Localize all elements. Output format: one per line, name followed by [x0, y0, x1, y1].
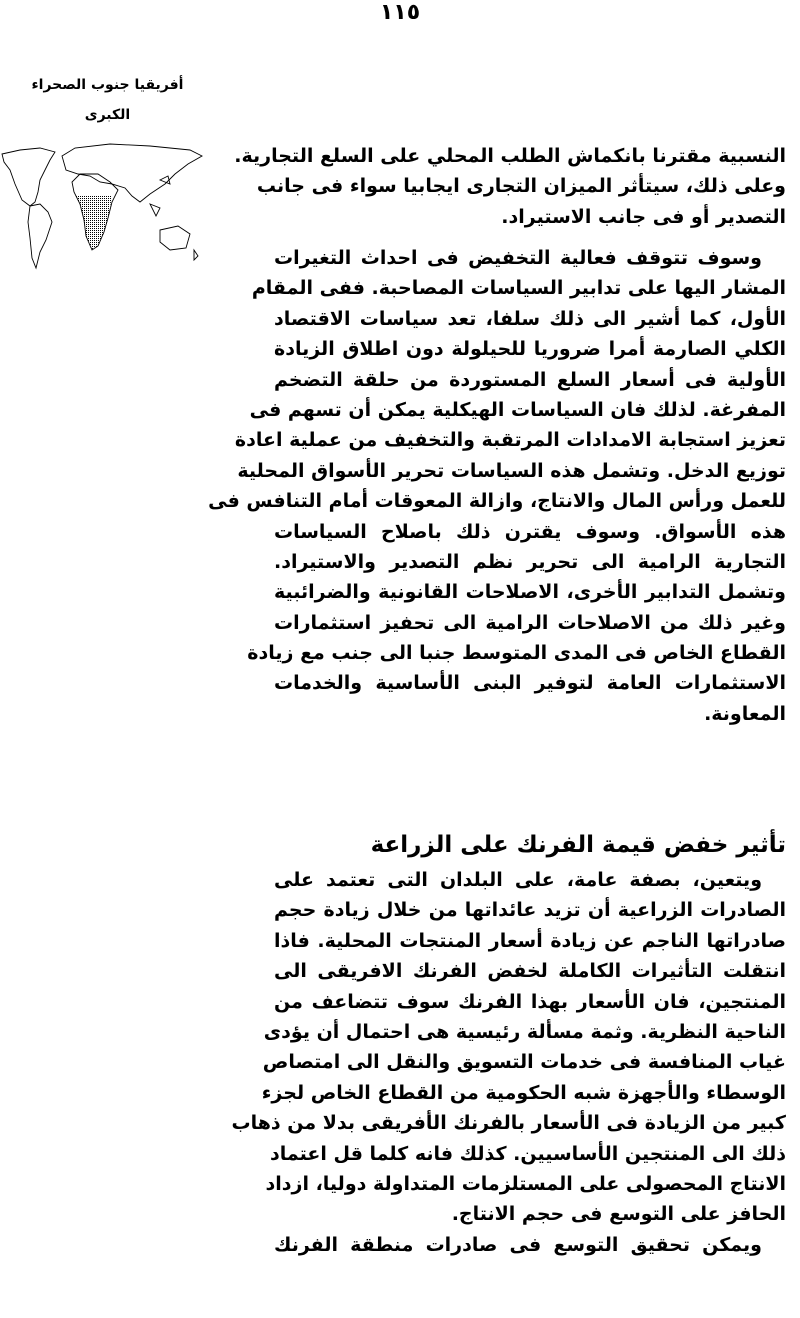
text-line: وعلى ذلك، سيتأثر الميزان التجارى ايجابيا سواء فى جانب — [256, 175, 786, 198]
paragraph-1 — [234, 141, 786, 232]
text-line: الوسطاء والأجهزة شبه الحكومية من القطاع الخاص لجزء — [261, 1081, 786, 1104]
section-heading: تأثير خفض قيمة الفرنك على الزراعة — [370, 832, 786, 858]
text-line: ذلك الى المنتجين الأساسيين. كذلك فانه كلما قل اعتماد — [270, 1142, 786, 1165]
world-map-icon — [0, 140, 205, 270]
text-line: المنتجين، فان الأسعار بهذا الفرنك سوف تتضاعف من — [274, 990, 786, 1013]
text-line: وغير ذلك من الاصلاحات الرامية الى تحفيز استثمارات — [274, 611, 786, 634]
sidebar-caption-line-1: أفريقيا جنوب الصحراء — [31, 77, 184, 93]
page-number: ١١٥ — [379, 0, 421, 25]
text-line: الأول، كما أشير الى ذلك سلفا، تعد سياسات الاقتصاد — [274, 307, 786, 330]
text-line: ويتعين، بصفة عامة، على البلدان التى تعتمد على — [274, 869, 762, 891]
text-line: الانتاج المحصولى على المستلزمات المتداولة دوليا، ازداد — [265, 1172, 786, 1195]
text-line: المشار اليها على تدابير السياسات المصاحبة. ففى المقام — [251, 277, 786, 300]
text-line: انتقلت التأثيرات الكاملة لخفض الفرنك الافريقى الى — [274, 960, 786, 983]
text-line: ويمكن تحقيق التوسع فى صادرات منطقة الفرنك — [274, 1233, 762, 1256]
text-line: تعزيز استجابة الامدادات المرتقبة والتخفيف من عملية اعادة — [234, 429, 786, 452]
text-line: المعاونة. — [704, 702, 786, 725]
text-line: الاستثمارات العامة لتوفير البنى الأساسية والخدمات — [274, 672, 786, 695]
text-line: للعمل ورأس المال والانتاج، وازالة المعوقات أمام التنافس فى — [208, 490, 786, 513]
sidebar-caption-line-2: الكبرى — [84, 107, 131, 123]
paragraph-2 — [208, 243, 786, 729]
text-line: وسوف تتوقف فعالية التخفيض فى احداث التغيرات — [274, 247, 762, 269]
text-line: توزيع الدخل. وتشمل هذه السياسات تحرير الأسواق المحلية — [237, 459, 786, 482]
text-line: هذه الأسواق. وسوف يقترن ذلك باصلاح السياسات — [274, 520, 786, 543]
text-line: كبير من الزيادة فى الأسعار بالفرنك الأفريقى بدلا من ذهاب — [231, 1112, 786, 1135]
text-line: الناحية النظرية. وثمة مسألة رئيسية هى احتمال أن يؤدى — [263, 1020, 786, 1043]
text-line: صادراتها الناجم عن زيادة أسعار المنتجات المحلية. فاذا — [274, 929, 786, 952]
text-line: الصادرات الزراعية أن تزيد عائداتها من خلال زيادة حجم — [274, 899, 786, 922]
text-line: التصدير أو فى جانب الاستيراد. — [501, 205, 786, 228]
text-line: النسبية مقترنا بانكماش الطلب المحلي على السلع التجارية. — [234, 145, 786, 167]
text-line: الحافز على التوسع فى حجم الانتاج. — [451, 1203, 786, 1226]
text-line: الأولية فى أسعار السلع المستوردة من حلقة التضخم — [274, 368, 786, 391]
paragraph-3 — [231, 865, 786, 1260]
text-line: وتشمل التدابير الأخرى، الاصلاحات القانونية والضرائبية — [274, 581, 786, 604]
text-line: الكلي الصارمة أمرا ضروريا للحيلولة دون اطلاق الزيادة — [274, 338, 786, 361]
text-line: المفرغة. لذلك فان السياسات الهيكلية يمكن أن تسهم فى — [249, 398, 786, 421]
text-line: القطاع الخاص فى المدى المتوسط جنبا الى جنب مع زيادة — [247, 642, 786, 665]
text-line: غياب المنافسة فى خدمات التسويق والنقل الى امتصاص — [262, 1051, 786, 1074]
text-line: التجارية الرامية الى تحرير نظم التصدير والاستيراد. — [274, 550, 786, 573]
